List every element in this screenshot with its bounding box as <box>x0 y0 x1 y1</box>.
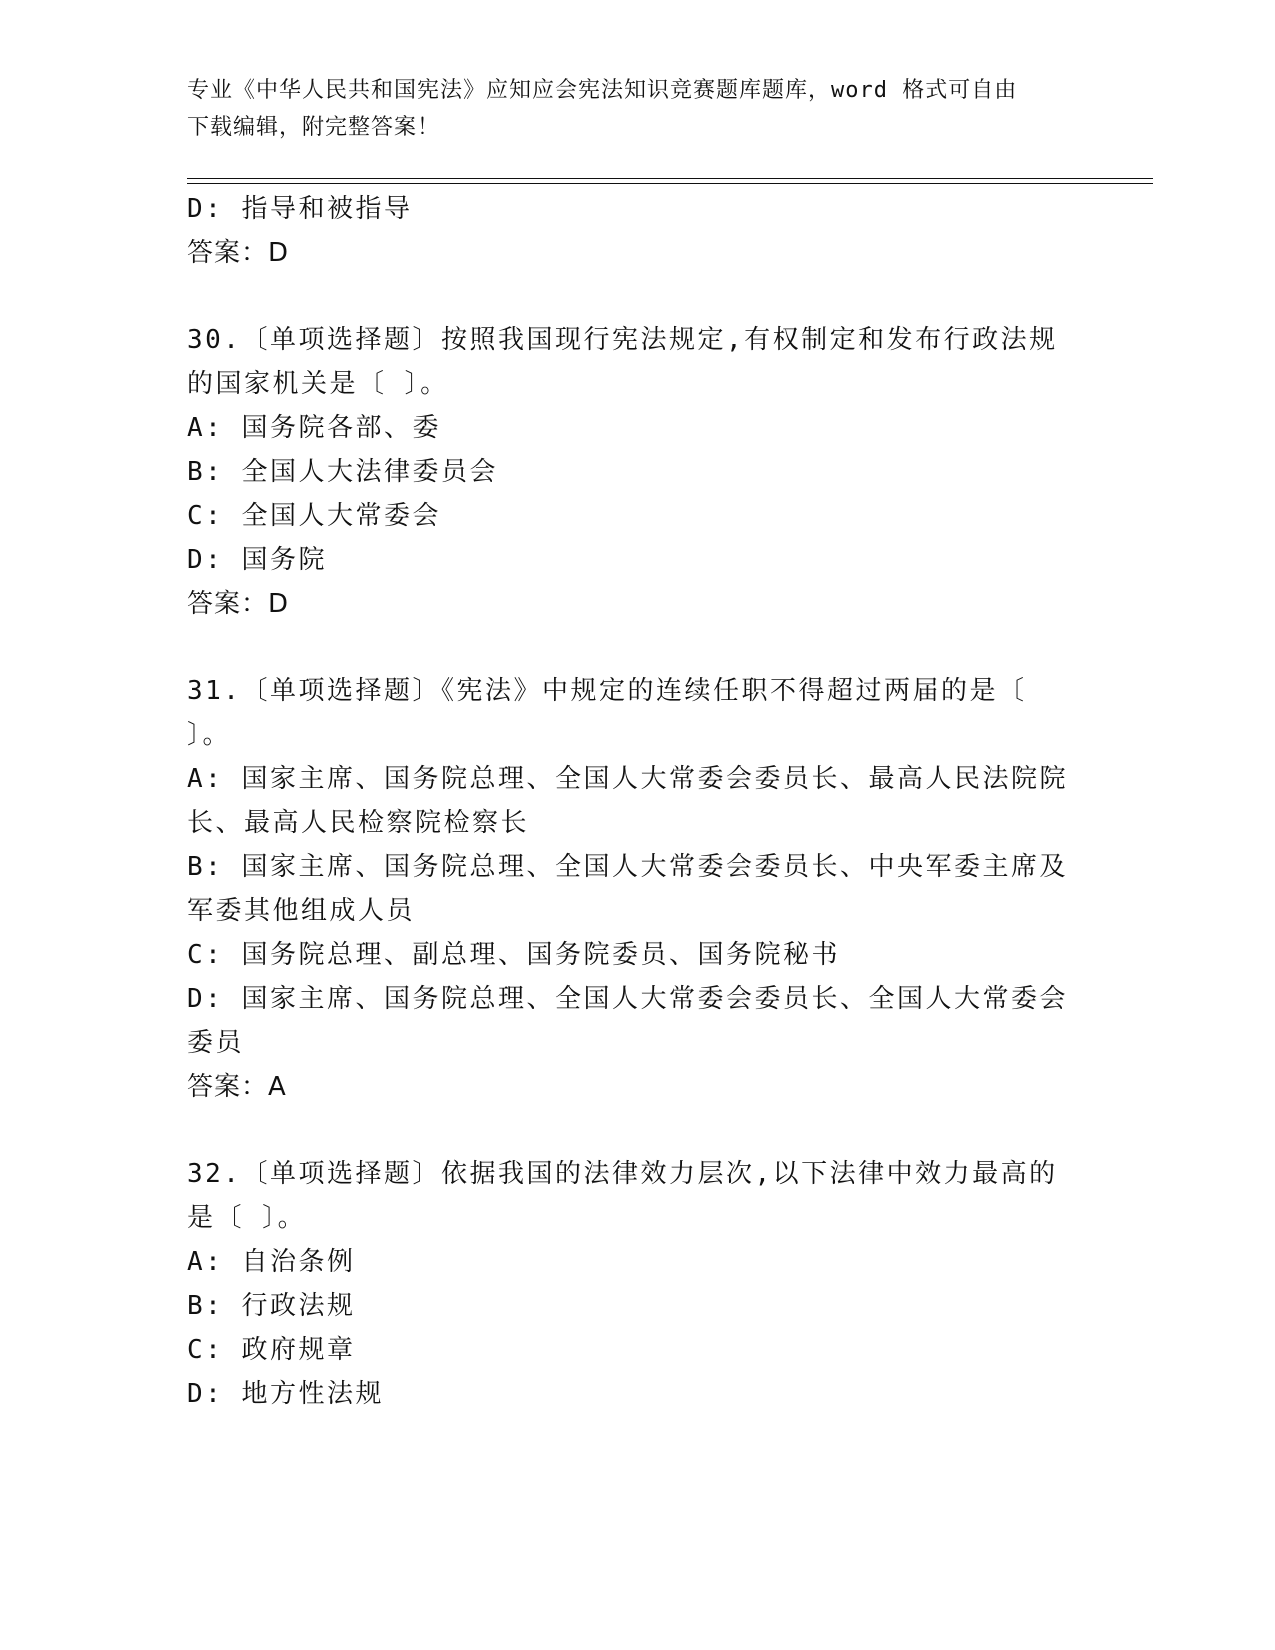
q31-option-d-line-2: 委员 <box>187 1028 245 1058</box>
q30-stem-line-2: 的国家机关是〔 〕。 <box>187 369 449 399</box>
q31-stem-line-2: 〕。 <box>187 720 232 750</box>
q30-option-d: D: 国务院 <box>187 545 327 575</box>
q32-option-b: B: 行政法规 <box>187 1291 356 1321</box>
q32-option-d: D: 地方性法规 <box>187 1379 384 1409</box>
q30-stem-line-1: 30.〔单项选择题〕按照我国现行宪法规定,有权制定和发布行政法规 <box>187 325 1058 355</box>
q30-option-a: A: 国务院各部、委 <box>187 413 441 443</box>
q31-option-a-line-1: A: 国家主席、国务院总理、全国人大常委会委员长、最高人民法院院 <box>187 764 1068 794</box>
prev-answer: 答案：D <box>187 238 290 268</box>
q31-answer: 答案：A <box>187 1072 287 1102</box>
q30-answer: 答案：D <box>187 589 290 619</box>
q32-option-c: C: 政府规章 <box>187 1335 356 1365</box>
header-rule-thick <box>187 178 1153 179</box>
document-header <box>187 72 1067 146</box>
q31-option-b-line-1: B: 国家主席、国务院总理、全国人大常委会委员长、中央军委主席及 <box>187 852 1068 882</box>
prev-option-d: D: 指导和被指导 <box>187 194 413 224</box>
q30-option-b: B: 全国人大法律委员会 <box>187 457 498 487</box>
q31-stem-line-1: 31.〔单项选择题〕《宪法》中规定的连续任职不得超过两届的是〔 <box>187 676 1027 706</box>
q32-option-a: A: 自治条例 <box>187 1247 356 1277</box>
q31-option-d-line-1: D: 国家主席、国务院总理、全国人大常委会委员长、全国人大常委会 <box>187 984 1068 1014</box>
header-rule-thin <box>187 183 1153 184</box>
q30-option-c: C: 全国人大常委会 <box>187 501 441 531</box>
header-line-1: 专业《中华人民共和国宪法》应知应会宪法知识竞赛题库题库，word 格式可自由 <box>187 78 1018 103</box>
q31-option-c: C: 国务院总理、副总理、国务院委员、国务院秘书 <box>187 940 840 970</box>
q31-option-b-line-2: 军委其他组成人员 <box>187 896 416 926</box>
q32-stem-line-1: 32.〔单项选择题〕依据我国的法律效力层次,以下法律中效力最高的 <box>187 1159 1058 1189</box>
q32-stem-line-2: 是〔 〕。 <box>187 1203 307 1233</box>
header-line-2: 下载编辑，附完整答案！ <box>187 115 441 140</box>
q31-option-a-line-2: 长、最高人民检察院检察长 <box>187 808 530 838</box>
